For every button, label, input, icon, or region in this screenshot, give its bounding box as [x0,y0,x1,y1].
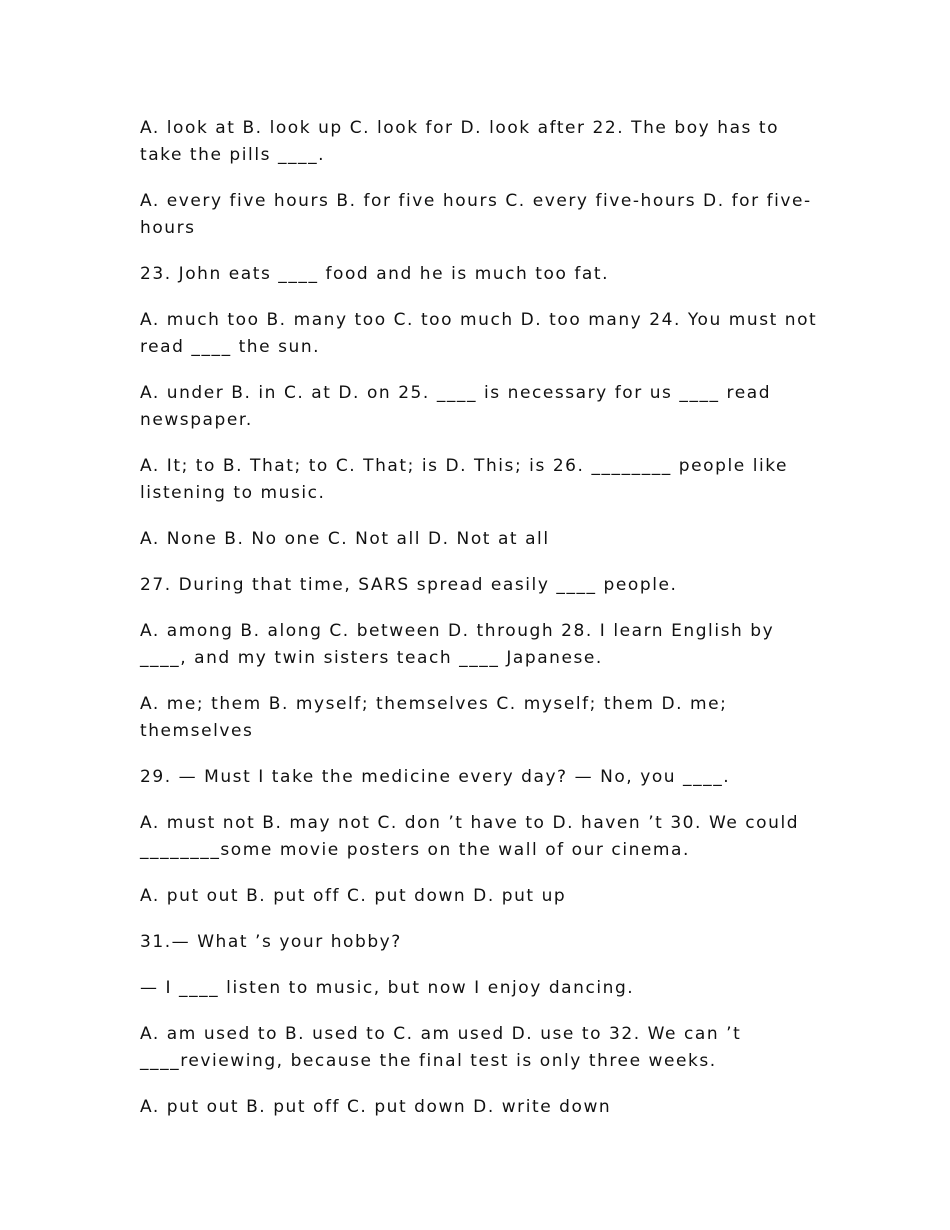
question-text: A. am used to B. used to C. am used D. use to 32. We can ’t ____reviewing, because the final test is only three weeks. [140,1024,742,1071]
question-text: A. me; them B. myself; themselves C. myself; them D. me; themselves [140,694,728,741]
question-text: 29. — Must I take the medicine every day? — No, you ____. [140,767,731,787]
question-text: A. put out B. put off C. put down D. write down [140,1097,612,1117]
question-text: A. among B. along C. between D. through 28. I learn English by ____, and my twin sisters teach ____ Japanese. [140,621,775,668]
question-text: A. much too B. many too C. too much D. too many 24. You must not read ____ the sun. [140,310,818,357]
question-list [140,115,820,1140]
question-text: A. every five hours B. for five hours C. every five-hours D. for five-hours [140,191,812,238]
question-text: — I ____ listen to music, but now I enjoy dancing. [140,978,635,998]
question-text: A. None B. No one C. Not all D. Not at all [140,529,550,549]
question-text: A. It; to B. That; to C. That; is D. This; is 26. ________ people like listening to music. [140,456,789,503]
question-text: A. put out B. put off C. put down D. put up [140,886,567,906]
question-text: 31.— What ’s your hobby? [140,932,402,952]
question-text: 23. John eats ____ food and he is much too fat. [140,264,610,284]
question-text: A. under B. in C. at D. on 25. ____ is necessary for us ____ read newspaper. [140,383,772,430]
question-text: A. must not B. may not C. don ’t have to D. haven ’t 30. We could ________some movie posters on the wall of our cinema. [140,813,800,860]
question-text: A. look at B. look up C. look for D. look after 22. The boy has to take the pills ____. [140,118,780,165]
question-text: 27. During that time, SARS spread easily ____ people. [140,575,678,595]
